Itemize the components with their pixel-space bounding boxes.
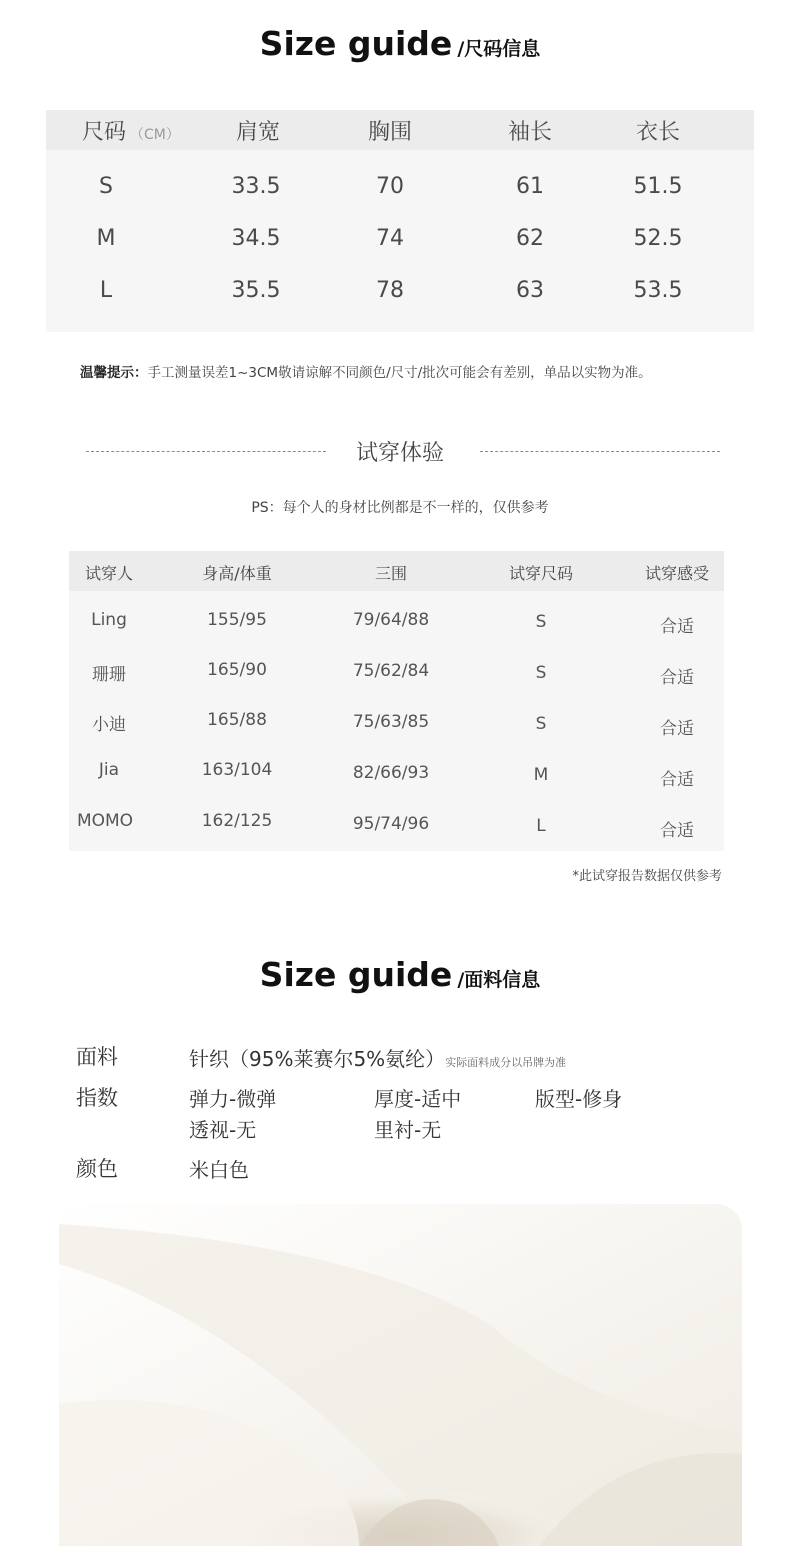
fabric-guide-subtitle: /面料信息 <box>457 969 541 991</box>
header-measurements: 三围 <box>374 564 407 583</box>
height-weight-cell: 162/125 <box>201 811 273 831</box>
try-on-table-header <box>69 551 724 591</box>
header-shoulder: 肩宽 <box>235 120 280 145</box>
tester-cell: 小迪 <box>92 715 126 735</box>
header-size-label: 尺码 <box>82 120 127 145</box>
height-weight-cell: 165/88 <box>207 710 267 730</box>
elasticity-value: 弹力-微弹 <box>189 1087 277 1111</box>
header-chest: 胸围 <box>367 120 412 145</box>
measurements-cell: 75/62/84 <box>352 661 430 681</box>
tried-size-cell: L <box>536 816 546 836</box>
fit-feel-cell: 合适 <box>660 719 694 739</box>
fit-feel-cell: 合适 <box>660 821 694 841</box>
size-cell: L <box>99 278 113 303</box>
header-tried-size: 试穿尺码 <box>508 564 573 583</box>
try-on-ps: PS：每个人的身材比例都是不一样的，仅供参考 <box>251 500 549 516</box>
length-cell: 52.5 <box>633 226 683 251</box>
size-table-header <box>46 110 754 150</box>
color-label: 颜色 <box>76 1157 118 1181</box>
divider-right <box>480 451 720 452</box>
material-value-text: 针织（95%莱赛尔5%氨纶） <box>189 1047 446 1071</box>
measurements-cell: 95/74/96 <box>352 814 430 834</box>
tester-cell: Ling <box>91 610 127 630</box>
header-size <box>82 115 192 146</box>
sleeve-cell: 62 <box>516 226 544 251</box>
shoulder-cell: 35.5 <box>231 278 281 303</box>
size-cell: M <box>96 226 116 251</box>
fabric-texture-image <box>59 1204 742 1546</box>
size-cell: S <box>99 174 113 199</box>
try-on-table <box>69 551 724 851</box>
height-weight-cell: 155/95 <box>207 610 267 630</box>
chest-cell: 70 <box>376 174 404 199</box>
fabric-guide-heading: Size guide <box>259 955 453 994</box>
height-weight-cell: 163/104 <box>201 760 273 780</box>
index-label: 指数 <box>76 1086 118 1110</box>
fit-feel-cell: 合适 <box>660 617 694 637</box>
chest-cell: 74 <box>376 226 404 251</box>
tester-cell: MOMO <box>76 811 134 831</box>
size-guide-subtitle: /尺码信息 <box>457 38 541 60</box>
measurement-tip <box>80 361 652 381</box>
tried-size-cell: S <box>535 714 547 734</box>
header-sleeve: 袖长 <box>507 120 552 145</box>
fit-type-value: 版型-修身 <box>535 1087 623 1111</box>
fabric-photo <box>59 1204 742 1546</box>
shoulder-cell: 34.5 <box>231 226 281 251</box>
header-length: 衣长 <box>635 120 680 145</box>
size-table <box>46 110 754 332</box>
try-on-title: 试穿体验 <box>355 441 444 466</box>
tried-size-cell: M <box>533 765 549 785</box>
measurements-cell: 79/64/88 <box>352 610 430 630</box>
tip-label: 温馨提示： <box>80 365 148 381</box>
length-cell: 53.5 <box>633 278 683 303</box>
tried-size-cell: S <box>535 612 547 632</box>
shoulder-cell: 33.5 <box>231 174 281 199</box>
tester-cell: Jia <box>98 760 120 780</box>
fabric-guide-title <box>0 955 800 994</box>
header-tester: 试穿人 <box>84 564 133 583</box>
length-cell: 51.5 <box>633 174 683 199</box>
size-guide-heading: Size guide <box>259 24 453 63</box>
measurements-cell: 82/66/93 <box>352 763 430 783</box>
size-guide-title <box>0 24 800 63</box>
height-weight-cell: 165/90 <box>207 660 267 680</box>
lining-value: 里衬-无 <box>374 1118 442 1142</box>
transparency-value: 透视-无 <box>189 1118 257 1142</box>
header-fit-feel: 试穿感受 <box>644 564 709 583</box>
chest-cell: 78 <box>376 278 404 303</box>
fit-feel-cell: 合适 <box>660 770 694 790</box>
tip-text: 手工测量误差1~3CM敬请谅解不同颜色/尺寸/批次可能会有差别，单品以实物为准。 <box>147 365 652 381</box>
fit-feel-cell: 合适 <box>660 668 694 688</box>
color-value: 米白色 <box>189 1158 249 1182</box>
try-on-note: *此试穿报告数据仅供参考 <box>572 869 722 884</box>
header-height-weight: 身高/体重 <box>202 564 272 583</box>
material-value <box>189 1043 566 1072</box>
sleeve-cell: 63 <box>516 278 544 303</box>
header-size-unit: （CM） <box>130 127 180 143</box>
tried-size-cell: S <box>535 663 547 683</box>
thickness-value: 厚度-适中 <box>374 1087 462 1111</box>
material-label: 面料 <box>76 1045 118 1069</box>
measurements-cell: 75/63/85 <box>352 712 430 732</box>
material-note: 实际面料成分以吊牌为准 <box>445 1056 567 1069</box>
sleeve-cell: 61 <box>516 174 544 199</box>
tester-cell: 珊珊 <box>92 665 126 685</box>
